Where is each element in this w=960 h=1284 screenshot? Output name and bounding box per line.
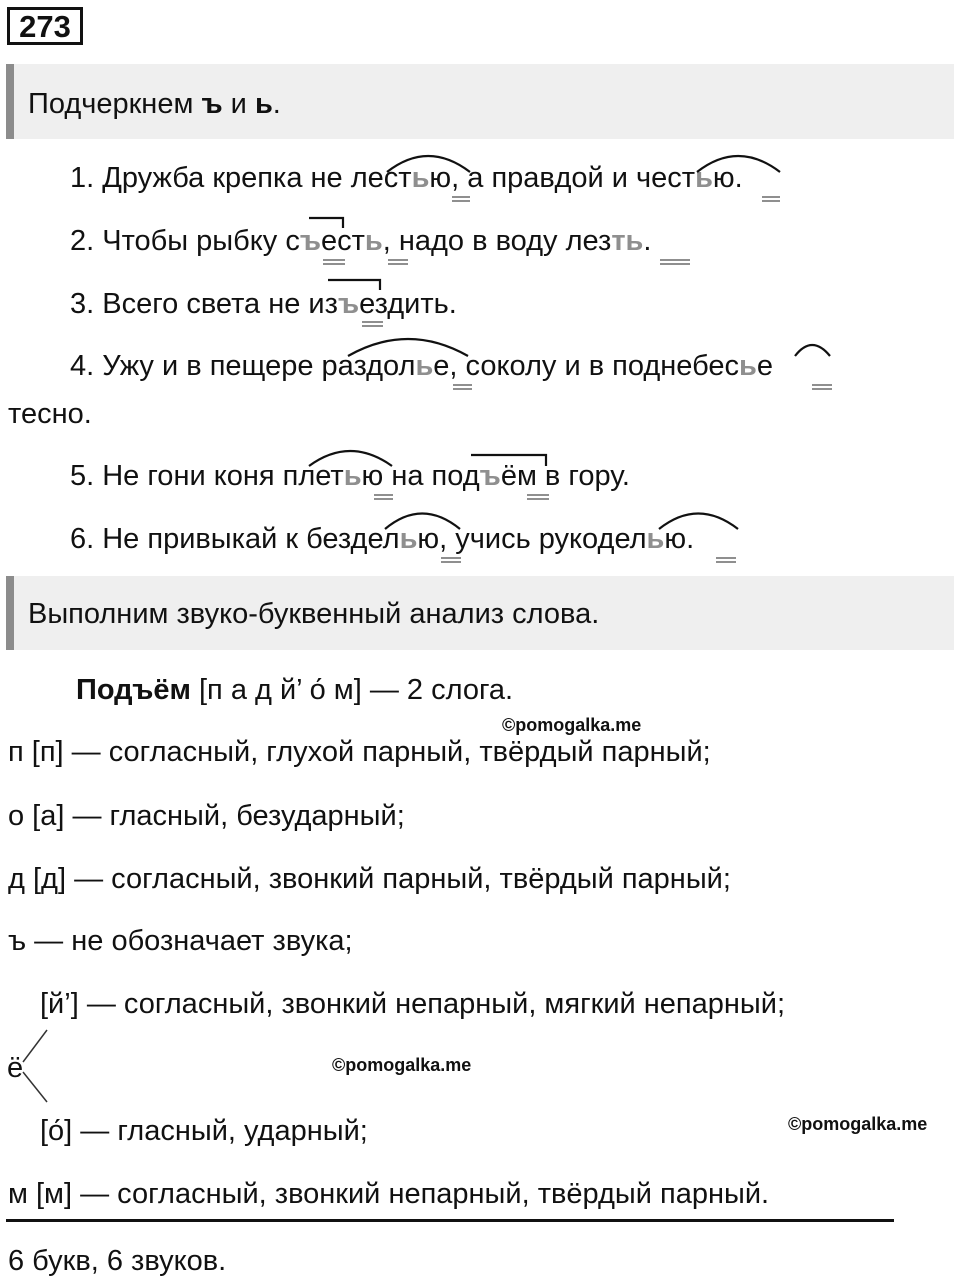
analysis-transcription: [п а д й’ о́ м] — 2 слога.: [190, 674, 514, 706]
analysis-line-d: д [д] — согласный, звонкий парный, твёрдый парный;: [8, 863, 731, 895]
title-hard-sign: ъ: [201, 88, 223, 120]
section-title: Выполним звуко-буквенный анализ слова.: [28, 598, 600, 630]
soft-sign-mark: ь: [646, 523, 665, 555]
watermark: ©pomogalka.me: [502, 715, 642, 735]
title-conj: и: [222, 88, 255, 120]
analysis-yo-sound-1: [й’] — согласный, звонкий непарный, мягкий непарный;: [40, 988, 786, 1020]
soft-sign-mark: ь: [411, 162, 430, 194]
watermark: ©pomogalka.me: [788, 1114, 928, 1134]
ending-mark: ть: [611, 225, 644, 257]
title-soft-sign: ь: [254, 88, 273, 120]
analysis-line-p: п [п] — согласный, глухой парный, твёрдый парный;: [8, 736, 711, 768]
summary-divider: [6, 1219, 894, 1222]
analysis-yo-letter: ё: [7, 1052, 24, 1084]
soft-sign-mark: ь: [364, 225, 383, 257]
analysis-line-hard-sign: ъ — не обозначает звука;: [8, 925, 353, 957]
sentence-3: 3. Всего света не изъездить.: [70, 288, 457, 320]
sentence-4-continuation: тесно.: [8, 398, 92, 430]
analysis-word: Подъём: [76, 674, 191, 706]
analysis-heading: [76, 676, 513, 705]
analysis-line-m: м [м] — согласный, звонкий непарный, твёрдый парный.: [8, 1178, 770, 1210]
soft-sign-mark: ь: [399, 523, 418, 555]
analysis-summary: 6 букв, 6 звуков.: [8, 1245, 227, 1277]
analysis-yo-sound-2: [о́] — гласный, ударный;: [40, 1115, 368, 1147]
analysis-line-o: о [а] — гласный, безударный;: [8, 800, 405, 832]
sentence-2: 2. Чтобы рыбку съесть, надо в воду лезть.: [70, 225, 652, 257]
section-header-analysis: [6, 576, 954, 650]
sentence-4: 4. Ужу и в пещере раздолье, соколу и в поднебесье: [70, 350, 773, 382]
sentence-5: 5. Не гони коня плетью на подъём в гору.: [70, 460, 630, 492]
title-text: Подчеркнем: [28, 88, 202, 120]
hard-sign-mark: ъ: [299, 225, 321, 257]
hard-sign-mark: ъ: [479, 460, 501, 492]
title-suffix: .: [272, 88, 281, 120]
watermark: ©pomogalka.me: [332, 1055, 472, 1075]
hard-sign-mark: ъ: [337, 288, 360, 320]
task-number: 273: [7, 7, 83, 45]
soft-sign-mark: ь: [695, 162, 713, 194]
sentence-6: 6. Не привыкай к безделью, учись рукоделью.: [70, 523, 695, 555]
soft-sign-mark: ь: [415, 350, 434, 382]
sentence-1: 1. Дружба крепка не лестью, а правдой и честью.: [70, 162, 743, 194]
soft-sign-mark: ь: [739, 350, 757, 382]
soft-sign-mark: ь: [343, 460, 362, 492]
